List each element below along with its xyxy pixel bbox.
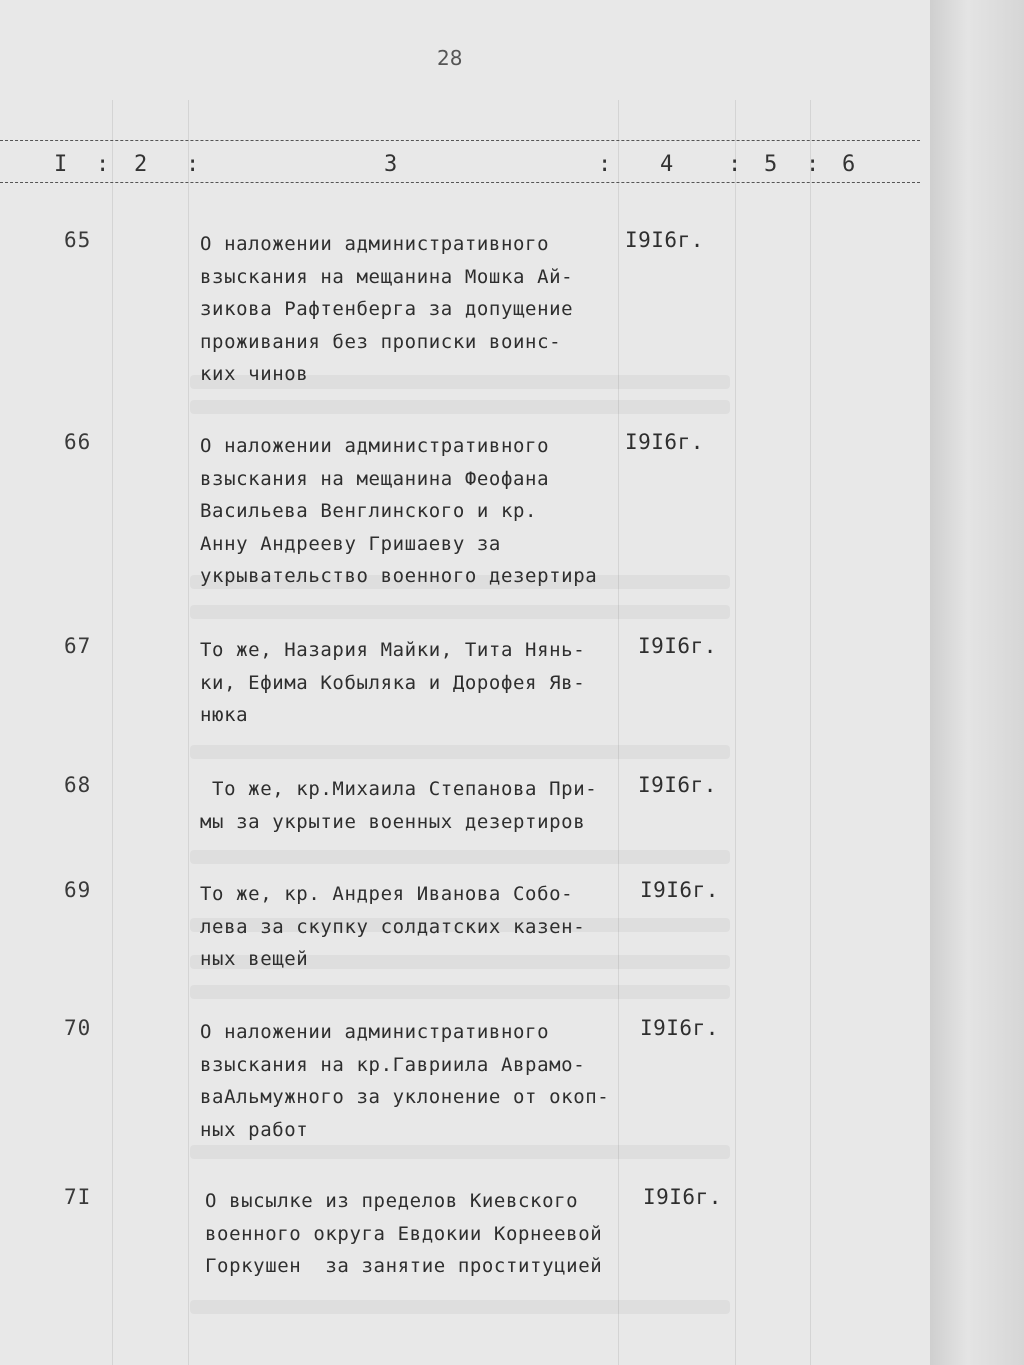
header-col-5: 5 [764, 152, 778, 177]
entry-number: 67 [64, 634, 92, 658]
header-separator: : [96, 152, 110, 177]
header-col-6: 6 [842, 152, 856, 177]
column-guide [735, 100, 736, 1365]
header-rule-top [0, 140, 920, 141]
header-rule-bottom [0, 182, 920, 183]
header-separator: : [728, 152, 742, 177]
bleed-through [190, 1145, 730, 1159]
entry-year: I9I6г. [640, 878, 719, 902]
entry-year: I9I6г. [625, 430, 704, 454]
entry-title: О наложении административного взыскания на мещанина Феофана Васильева Венглинского и кр. Анну Андрееву Гришаеву за укрывательство военного дезертира [200, 435, 598, 587]
entry-title: О высылке из пределов Киевского военного округа Евдокии Корнеевой Горкушен за занятие проституцией [205, 1190, 603, 1277]
header-separator: : [598, 152, 612, 177]
entry-number: 69 [64, 878, 92, 902]
header-col-4: 4 [660, 152, 674, 177]
entry-title: То же, кр. Андрея Иванова Собо- лева за скупку солдатских казен- ных вещей [200, 883, 586, 970]
entry-year: I9I6г. [638, 773, 717, 797]
bleed-through [190, 605, 730, 619]
entry-year: I9I6г. [625, 228, 704, 252]
entry-year: I9I6г. [638, 634, 717, 658]
background-sheet-edge [930, 0, 1024, 1365]
header-col-3: 3 [384, 152, 398, 177]
bleed-through [190, 745, 730, 759]
entry-title: То же, кр.Михаила Степанова При- мы за укрытие военных дезертиров [200, 778, 598, 833]
entry-number: 70 [64, 1016, 92, 1040]
bleed-through [190, 400, 730, 414]
bleed-through [190, 985, 730, 999]
column-guide [188, 100, 189, 1365]
column-guide [810, 100, 811, 1365]
entry-year: I9I6г. [643, 1185, 722, 1209]
header-col-2: 2 [134, 152, 148, 177]
entry-number: 7I [64, 1185, 92, 1209]
entry-number: 68 [64, 773, 92, 797]
header-col-1: I [54, 152, 68, 177]
page-number: 28 [437, 46, 463, 70]
header-separator: : [186, 152, 200, 177]
entry-title: То же, Назария Майки, Тита Нянь- ки, Ефима Кобыляка и Дорофея Яв- нюка [200, 639, 586, 726]
entry-title: О наложении административного взыскания на мещанина Мошка Ай- зикова Рафтенберга за допущение проживания без прописки воинс- ких чинов [200, 233, 574, 385]
entry-year: I9I6г. [640, 1016, 719, 1040]
entry-title: О наложении административного взыскания на кр.Гавриила Аврамо- ваАльмужного за уклонение от окоп- ных работ [200, 1021, 610, 1141]
bleed-through [190, 850, 730, 864]
header-separator: : [806, 152, 820, 177]
column-guide [112, 100, 113, 1365]
table-header [0, 152, 920, 180]
bleed-through [190, 1300, 730, 1314]
entry-number: 66 [64, 430, 92, 454]
entry-number: 65 [64, 228, 92, 252]
